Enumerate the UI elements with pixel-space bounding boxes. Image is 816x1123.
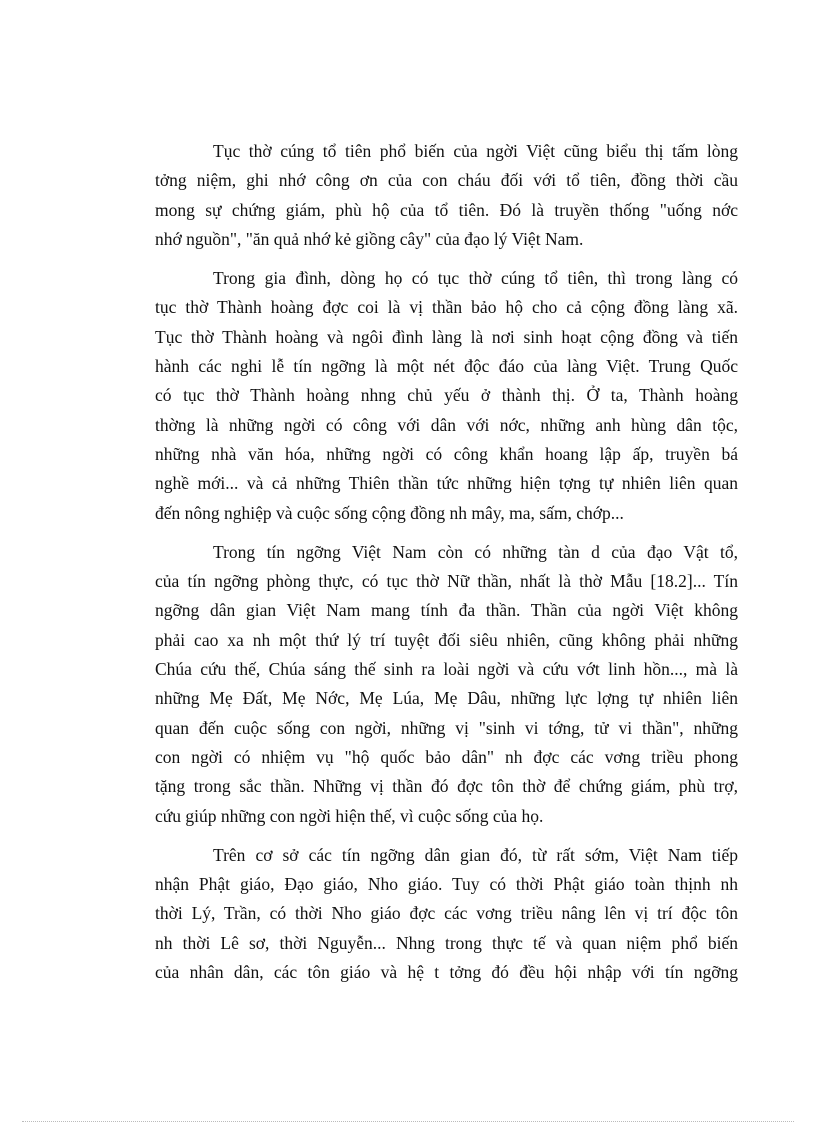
text-line: cứu giúp những con ngời hiện thế, vì cuộc sống của họ. — [155, 805, 544, 826]
text-line: của tín ngỡng phòng thực, có tục thờ Nữ thần, nhất là thờ Mẫu [18.2]... Tín — [155, 571, 738, 592]
text-line: có tục thờ Thành hoàng nhng chủ yếu ở thành thị. Ở ta, Thành hoàng — [155, 385, 738, 406]
text-line: tục thờ Thành hoàng đợc coi là vị thần bảo hộ cho cả cộng đồng làng xã. — [155, 297, 738, 318]
text-line: Trong gia đình, dòng họ có tục thờ cúng tổ tiên, thì trong làng có — [213, 268, 738, 289]
text-line: tặng trong sắc thần. Những vị thần đó đợc tôn thờ để chứng giám, phù trợ, — [155, 776, 738, 797]
text-line: quan đến cuộc sống con ngời, những vị "sinh vi tớng, tử vi thần", những — [155, 717, 738, 738]
paragraph — [155, 137, 738, 254]
text-line: Trên cơ sở các tín ngỡng dân gian đó, từ rất sớm, Việt Nam tiếp — [213, 844, 738, 865]
text-line: Tục thờ cúng tổ tiên phổ biến của ngời Việt cũng biểu thị tấm lòng — [213, 141, 738, 161]
paragraph — [155, 841, 738, 987]
paragraph — [155, 538, 738, 831]
text-line: con ngời có nhiệm vụ "hộ quốc bảo dân" nh đợc các vơng triều phong — [155, 746, 738, 767]
text-line: ngỡng dân gian Việt Nam mang tính đa thần. Thần của ngời Việt không — [155, 600, 738, 621]
text-line: nghề mới... và cả những Thiên thần tức những hiện tợng tự nhiên liên quan — [155, 473, 738, 494]
document-page — [155, 137, 738, 997]
text-line: mong sự chứng giám, phù hộ của tổ tiên. Đó là truyền thống "uống nớc — [155, 199, 738, 220]
text-line: những nhà văn hóa, những ngời có công khẩn hoang lập ấp, truyền bá — [155, 443, 738, 464]
text-line: Tục thờ Thành hoàng và ngôi đình làng là nơi sinh hoạt cộng đồng và tiến — [155, 326, 738, 347]
text-line: tởng niệm, ghi nhớ công ơn của con cháu đối với tổ tiên, đồng thời cầu — [155, 170, 738, 191]
text-line: thời Lý, Trần, có thời Nho giáo đợc các vơng triều nâng lên vị trí độc tôn — [155, 903, 738, 924]
text-line: phải cao xa nh một thứ lý trí tuyệt đối siêu nhiên, cũng không phải những — [155, 629, 738, 650]
text-line: nh thời Lê sơ, thời Nguyễn... Nhng trong thực tế và quan niệm phổ biến — [155, 932, 738, 953]
text-line: thờng là những ngời có công với dân với nớc, những anh hùng dân tộc, — [155, 414, 738, 435]
text-line: Chúa cứu thế, Chúa sáng thế sinh ra loài ngời và cứu vớt linh hồn..., mà là — [155, 659, 738, 680]
text-line: nhớ nguồn", "ăn quả nhớ kẻ giồng cây" của đạo lý Việt Nam. — [155, 228, 584, 249]
text-line: những Mẹ Đất, Mẹ Nớc, Mẹ Lúa, Mẹ Dâu, những lực lợng tự nhiên liên — [155, 688, 738, 709]
text-line: đến nông nghiệp và cuộc sống cộng đồng nh mây, ma, sấm, chớp... — [155, 502, 624, 523]
page-boundary-divider — [22, 1121, 794, 1122]
text-line: nhận Phật giáo, Đạo giáo, Nho giáo. Tuy có thời Phật giáo toàn thịnh nh — [155, 874, 738, 895]
text-line: Trong tín ngỡng Việt Nam còn có những tàn d của đạo Vật tổ, — [213, 541, 738, 562]
text-line: hành các nghi lễ tín ngỡng là một nét độc đáo của làng Việt. Trung Quốc — [155, 356, 738, 377]
text-line: của nhân dân, các tôn giáo và hệ t tởng đó đều hội nhập với tín ngỡng — [155, 962, 738, 983]
paragraph — [155, 264, 738, 528]
